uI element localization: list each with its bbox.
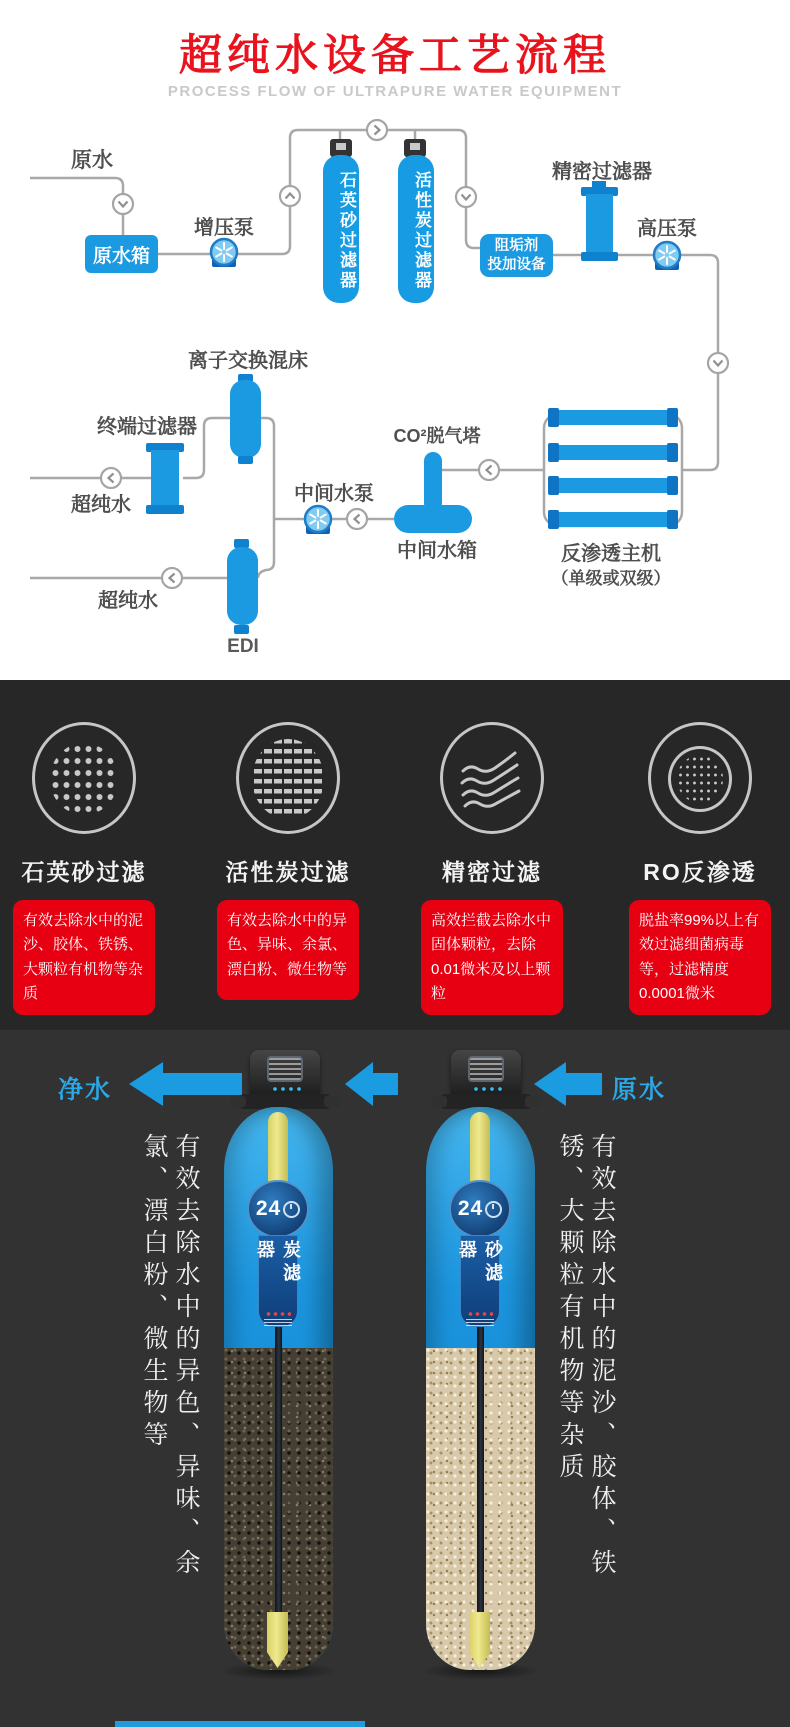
activated-carbon-icon — [236, 722, 340, 834]
feature-name: 精密过滤 — [442, 859, 542, 885]
label-terminal-filter: 终端过滤器 — [97, 416, 197, 438]
carbon-tank-ribbon — [255, 1235, 301, 1327]
ribbon-marks — [467, 1312, 493, 1316]
feature-desc-box: 有效去除水中的异色、异味、余氯、漂白粉、微生物等 — [217, 900, 359, 1000]
features-section — [0, 680, 790, 1030]
valve-down-icon — [113, 194, 133, 214]
page-title: 超纯水设备工艺流程 — [179, 32, 611, 80]
valve-down-icon — [708, 353, 728, 373]
valve-down-icon — [456, 187, 476, 207]
valve-head-sand-tank — [451, 1050, 521, 1100]
label-booster-pump: 增压泵 — [194, 217, 254, 239]
flow-arrow-middle — [345, 1062, 398, 1106]
feature-precision — [417, 722, 567, 1015]
label-high-pressure-pump: 高压泵 — [637, 218, 697, 240]
label-ro-unit-note: （单级或双级） — [551, 569, 671, 588]
badge-24h — [247, 1180, 309, 1238]
carbon-filter-label: 活性炭过滤器 — [412, 171, 431, 291]
feature-desc-box: 高效拦截去除水中固体颗粒，去除0.01微米及以上颗粒 — [421, 900, 563, 1015]
co2-tower-shape — [424, 452, 442, 512]
process-flow-section — [0, 0, 790, 680]
badge-number: 24 — [255, 1197, 282, 1220]
label-ion-exchange: 离子交换混床 — [188, 350, 308, 372]
valve-left-icon — [101, 468, 121, 488]
label-raw-water: 原水 — [71, 149, 113, 172]
feature-quartz — [9, 722, 159, 1015]
label-ro-unit: 反渗透主机 — [561, 543, 661, 565]
precision-filter-shape — [586, 194, 613, 254]
feature-name: RO反渗透 — [643, 859, 757, 885]
ion-exchange-shape — [230, 380, 261, 458]
label-clean-water: 净水 — [58, 1076, 113, 1104]
left-vertical-note: 有效去除水中的异色、异味、余氯、漂白粉、微生物等 — [140, 1133, 200, 1581]
next-section-edge — [115, 1721, 365, 1727]
precision-filter-icon — [440, 722, 544, 834]
ro-manifold — [544, 414, 682, 526]
valve-up-icon — [280, 186, 300, 206]
valve-left-icon — [347, 509, 367, 529]
valve-right-icon — [367, 120, 387, 140]
feature-ro — [625, 722, 775, 1015]
antiscalant-line2: 投加设备 — [487, 256, 546, 273]
ribbon-marks — [265, 1312, 291, 1316]
ribbon-label: 砂滤器 — [457, 1240, 503, 1286]
label-raw-water-right: 原水 — [612, 1076, 667, 1104]
raw-water-tank: 原水箱 — [92, 245, 150, 267]
terminal-filter-cap-bottom — [146, 505, 184, 514]
label-co2-tower: CO²脱气塔 — [393, 426, 481, 446]
ro-membrane-bars — [548, 408, 678, 529]
feature-desc-box: 有效去除水中的泥沙、胶体、铁锈、大颗粒有机物等杂质 — [13, 900, 155, 1015]
label-intermediate-tank: 中间水箱 — [397, 540, 477, 562]
flow-arrow-right — [534, 1062, 602, 1106]
feature-name: 活性炭过滤 — [225, 859, 351, 885]
ion-exchange-stub-bottom — [238, 456, 253, 464]
antiscalant-box — [480, 234, 553, 277]
label-edi: EDI — [227, 636, 259, 657]
valve-left-icon — [162, 568, 182, 588]
feature-name: 石英砂过滤 — [21, 859, 147, 885]
intermediate-pump-icon — [305, 506, 331, 534]
high-pressure-pump-icon — [654, 242, 680, 270]
edi-stub-bottom — [234, 625, 249, 634]
badge-number: 24 — [457, 1197, 484, 1220]
quartz-filter-label: 石英砂过滤器 — [337, 171, 356, 291]
flow-arrow-left — [129, 1062, 242, 1106]
ro-membrane-icon — [648, 722, 752, 834]
label-ultrapure-water-2: 超纯水 — [98, 590, 158, 612]
page-subtitle: PROCESS FLOW OF ULTRAPURE WATER EQUIPMENT — [167, 83, 623, 100]
terminal-filter-shape — [151, 450, 179, 507]
quartz-sand-icon — [32, 722, 136, 834]
intermediate-tank-shape — [394, 505, 472, 533]
label-intermediate-pump: 中间水泵 — [294, 483, 374, 505]
clock-icon — [283, 1201, 300, 1218]
badge-24h — [449, 1180, 511, 1238]
ribbon-label: 炭滤器 — [255, 1240, 301, 1286]
feature-desc-box: 脱盐率99%以上有效过滤细菌病毒等，过滤精度0.0001微米 — [629, 900, 771, 1015]
antiscalant-line1: 阻垢剂 — [494, 237, 539, 254]
waves-glyph — [457, 741, 529, 817]
edi-stub-top — [234, 539, 249, 548]
ribbon-fine-print — [466, 1319, 494, 1326]
ribbon-fine-print — [264, 1319, 292, 1326]
clock-icon — [485, 1201, 502, 1218]
label-ultrapure-water-1: 超纯水 — [71, 494, 131, 516]
tanks-photo-section — [0, 1030, 790, 1727]
feature-carbon — [213, 722, 363, 1000]
valve-left-icon — [479, 460, 499, 480]
controller-screen — [468, 1056, 504, 1082]
edi-shape — [227, 547, 258, 625]
controller-screen — [267, 1056, 303, 1082]
label-precision-filter: 精密过滤器 — [552, 161, 652, 183]
sand-tank-ribbon — [457, 1235, 503, 1327]
valve-head-carbon-tank — [250, 1050, 320, 1100]
booster-pump-icon — [211, 239, 237, 267]
right-vertical-note: 有效去除水中的泥沙、胶体、铁锈、大颗粒有机物等杂质 — [556, 1133, 616, 1581]
